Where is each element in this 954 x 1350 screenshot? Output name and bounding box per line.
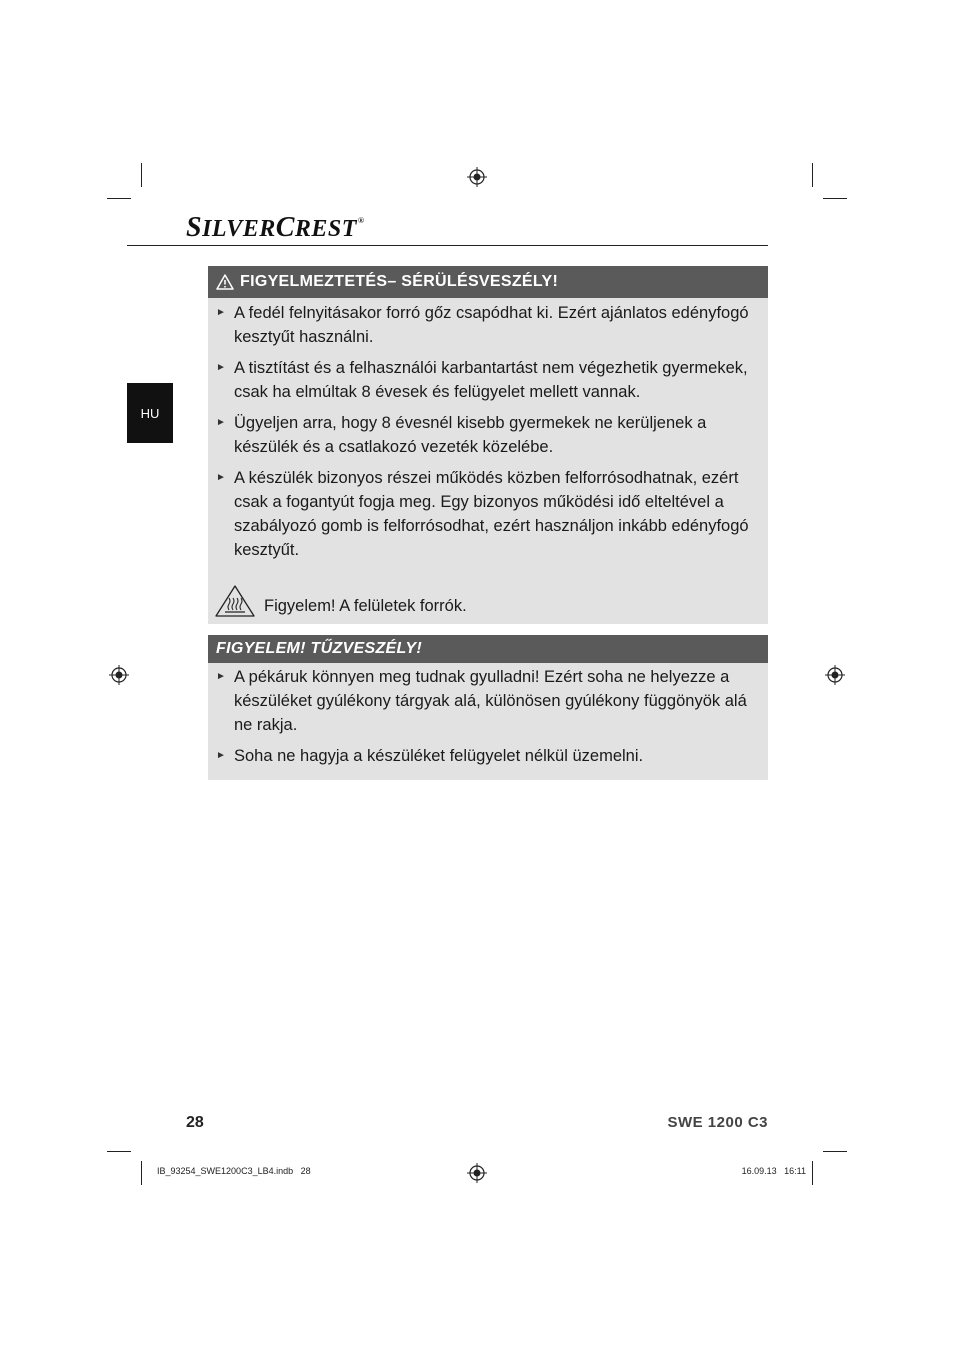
warning-box-title: FIGYELMEZTETÉS– SÉRÜLÉSVESZÉLY! — [240, 273, 559, 290]
fire-hazard-list — [208, 665, 768, 768]
list-item-text: Ügyeljen arra, hogy 8 évesnél kisebb gyermekek ne kerüljenek a készülék és a csatlakozó vezeték közelébe. — [234, 414, 707, 456]
fire-hazard-box — [208, 635, 768, 780]
fire-hazard-title: FIGYELEM! TŰZVESZÉLY! — [216, 640, 423, 657]
list-item — [208, 301, 768, 349]
crop-mark — [823, 198, 847, 199]
bullet-arrow-icon: ► — [216, 362, 226, 373]
bullet-arrow-icon: ► — [216, 750, 226, 761]
registration-mark-icon — [467, 1163, 487, 1183]
list-item — [208, 665, 768, 737]
hot-surface-icon — [214, 584, 256, 618]
list-item — [208, 744, 768, 768]
list-item-text: A készülék bizonyos részei működés közben felforrósodhatnak, ezért csak a fogantyút fogja meg. Egy bizonyos működési idő elteltével a szabályozó gomb is felforrósodhat, ezért használjon inkább edényfogó kesztyűt. — [234, 469, 749, 559]
list-item — [208, 411, 768, 459]
crop-mark — [823, 1151, 847, 1152]
list-item-text: A pékáruk könnyen meg tudnak gyulladni! Ezért soha ne helyezze a készüléket gyúlékony tárgyak alá, különösen gyúlékony függönyök alá ne rakja. — [234, 668, 747, 734]
registration-mark-icon — [109, 665, 129, 685]
list-item — [208, 466, 768, 562]
warning-box — [208, 266, 768, 624]
list-item — [208, 356, 768, 404]
language-tab-label: HU — [140, 405, 160, 421]
bullet-arrow-icon: ► — [216, 307, 226, 318]
crop-mark — [141, 163, 142, 187]
registration-mark-icon — [825, 665, 845, 685]
bullet-arrow-icon: ► — [216, 472, 226, 483]
hot-surface-note — [208, 584, 768, 618]
silvercrest-logo: SILVERCREST® — [186, 212, 365, 243]
warning-triangle-icon — [216, 274, 234, 290]
crop-mark — [141, 1161, 142, 1185]
list-item-text: Soha ne hagyja a készüléket felügyelet nélkül üzemelni. — [234, 747, 644, 765]
print-slug-file: IB_93254_SWE1200C3_LB4.indb 28 — [157, 1166, 311, 1176]
crop-mark — [812, 163, 813, 187]
header-rule — [127, 245, 768, 246]
warning-list — [208, 301, 768, 562]
bullet-arrow-icon: ► — [216, 671, 226, 682]
language-tab — [127, 383, 173, 443]
crop-mark — [107, 1151, 131, 1152]
crop-mark — [812, 1161, 813, 1185]
bullet-arrow-icon: ► — [216, 417, 226, 428]
list-item-text: A tisztítást és a felhasználói karbantartást nem végezhetik gyermekek, csak ha elmúltak 8 évesek és felügyelet mellett vannak. — [234, 359, 748, 401]
warning-box-header — [208, 266, 768, 298]
registration-mark-icon — [467, 167, 487, 187]
print-slug-date: 16.09.13 16:11 — [741, 1166, 806, 1176]
model-number: SWE 1200 C3 — [667, 1114, 768, 1131]
hot-surface-text: Figyelem! A felületek forrók. — [264, 596, 467, 615]
page-number: 28 — [186, 1114, 204, 1131]
list-item-text: A fedél felnyitásakor forró gőz csapódhat ki. Ezért ajánlatos edényfogó kesztyűt használni. — [234, 304, 749, 346]
fire-hazard-header — [208, 635, 768, 663]
crop-mark — [107, 198, 131, 199]
